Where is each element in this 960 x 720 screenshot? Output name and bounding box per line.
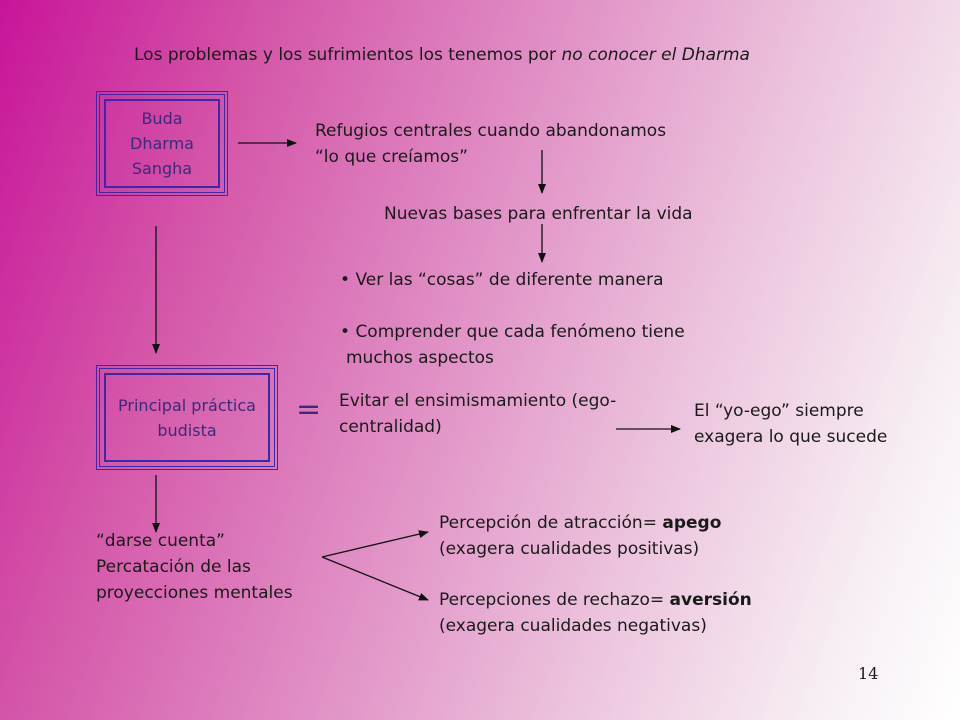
page-number: 14: [858, 664, 879, 683]
darse-cuenta-text: “darse cuenta” Percatación de las proyecciones mentales: [96, 531, 293, 603]
equals-sign: =: [296, 392, 322, 427]
arrow-to-aversion: [322, 557, 428, 600]
evitar-text: Evitar el ensimismamiento (ego- centralidad): [339, 391, 617, 437]
refuge-buda: Buda: [141, 109, 183, 128]
bullet-comprender: • Comprender que cada fenómeno tiene muchos aspectos: [340, 322, 685, 368]
nuevas-bases-text: Nuevas bases para enfrentar la vida: [384, 204, 693, 224]
arrow-to-apego: [322, 532, 428, 557]
practice-box: Principal práctica budista: [96, 365, 278, 470]
refugios-text: Refugios centrales cuando abandonamos “lo que creíamos”: [315, 121, 667, 167]
refuge-dharma: Dharma: [130, 134, 194, 153]
apego-text: Percepción de atracción= apego (exagera cualidades positivas): [439, 513, 722, 559]
refuge-sangha: Sangha: [131, 159, 193, 178]
bullet-dot-icon: •: [340, 270, 356, 290]
bullet-dot-icon: •: [340, 322, 356, 342]
slide-title: Los problemas y los sufrimientos los tenemos por no conocer el Dharma: [134, 45, 750, 65]
yo-ego-text: El “yo-ego” siempre exagera lo que sucede: [694, 401, 888, 447]
bullet-ver-cosas: • Ver las “cosas” de diferente manera: [340, 270, 664, 290]
aversion-text: Percepciones de rechazo= aversión (exagera cualidades negativas): [439, 590, 752, 636]
